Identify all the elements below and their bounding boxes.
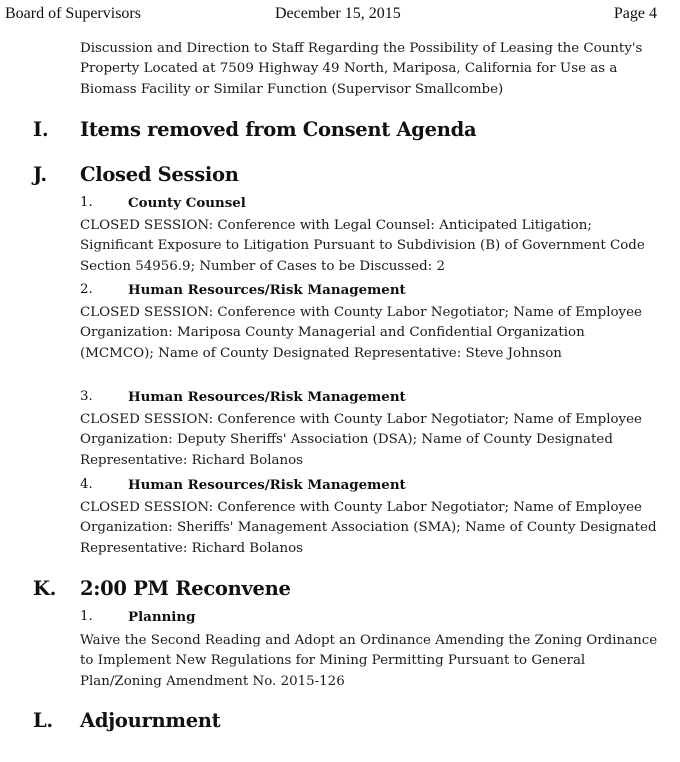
k-item-1-title: Planning bbox=[128, 609, 196, 625]
j-item-4-text: CLOSED SESSION: Conference with County Labor Negotiator; Name of Employee Organization: Sheriffs' Management Association (SMA); Name of County Designated Representative: Richard Bolanos bbox=[80, 500, 657, 556]
j-item-1-title: County Counsel bbox=[128, 195, 246, 211]
intro-paragraph: Discussion and Direction to Staff Regarding the Possibility of Leasing the County's Property Located at 7509 Highway 49 North, Mariposa, California for Use as a Biomass Facility or Similar Function (Supervisor Smallcombe) bbox=[80, 41, 643, 97]
header-page-number: Page 4 bbox=[613, 5, 657, 22]
j-item-3-title: Human Resources/Risk Management bbox=[128, 389, 406, 405]
section-j-title: Closed Session bbox=[80, 163, 239, 186]
j-item-1-number: 1. bbox=[80, 195, 93, 210]
section-l-letter: L. bbox=[33, 709, 53, 732]
j-item-4-number: 4. bbox=[80, 477, 93, 492]
section-j-letter: J. bbox=[33, 163, 47, 186]
j-item-1-text: CLOSED SESSION: Conference with Legal Counsel: Anticipated Litigation; Significant Exposure to Litigation Pursuant to Subdivision (B) of Government Code Section 54956.9; Number of Cases to be Discussed: 2 bbox=[80, 218, 645, 274]
k-item-1-text: Waive the Second Reading and Adopt an Ordinance Amending the Zoning Ordinance to Implement New Regulations for Mining Permitting Pursuant to General Plan/Zoning Amendment No. 2015-126 bbox=[80, 633, 658, 689]
j-item-3-text: CLOSED SESSION: Conference with County Labor Negotiator; Name of Employee Organization: Deputy Sheriffs' Association (DSA); Name of County Designated Representative: Richard Bolanos bbox=[80, 412, 642, 468]
j-item-2-title: Human Resources/Risk Management bbox=[128, 282, 406, 298]
header-date: December 15, 2015 bbox=[275, 5, 401, 22]
page-header bbox=[0, 4, 680, 24]
j-item-2-number: 2. bbox=[80, 282, 93, 297]
section-l-title: Adjournment bbox=[80, 709, 221, 732]
section-k-title: 2:00 PM Reconvene bbox=[80, 577, 291, 600]
k-item-1-number: 1. bbox=[80, 609, 93, 624]
j-item-4-title: Human Resources/Risk Management bbox=[128, 477, 406, 493]
section-i-title: Items removed from Consent Agenda bbox=[80, 118, 477, 141]
header-board-name: Board of Supervisors bbox=[5, 5, 141, 22]
j-item-3-number: 3. bbox=[80, 389, 93, 404]
section-i-letter: I. bbox=[33, 118, 49, 141]
j-item-2-text: CLOSED SESSION: Conference with County Labor Negotiator; Name of Employee Organization: Mariposa County Managerial and Confidential Organization (MCMCO); Name of County Designated Representative: Steve Johnson bbox=[80, 305, 642, 361]
section-k-letter: K. bbox=[33, 577, 57, 600]
